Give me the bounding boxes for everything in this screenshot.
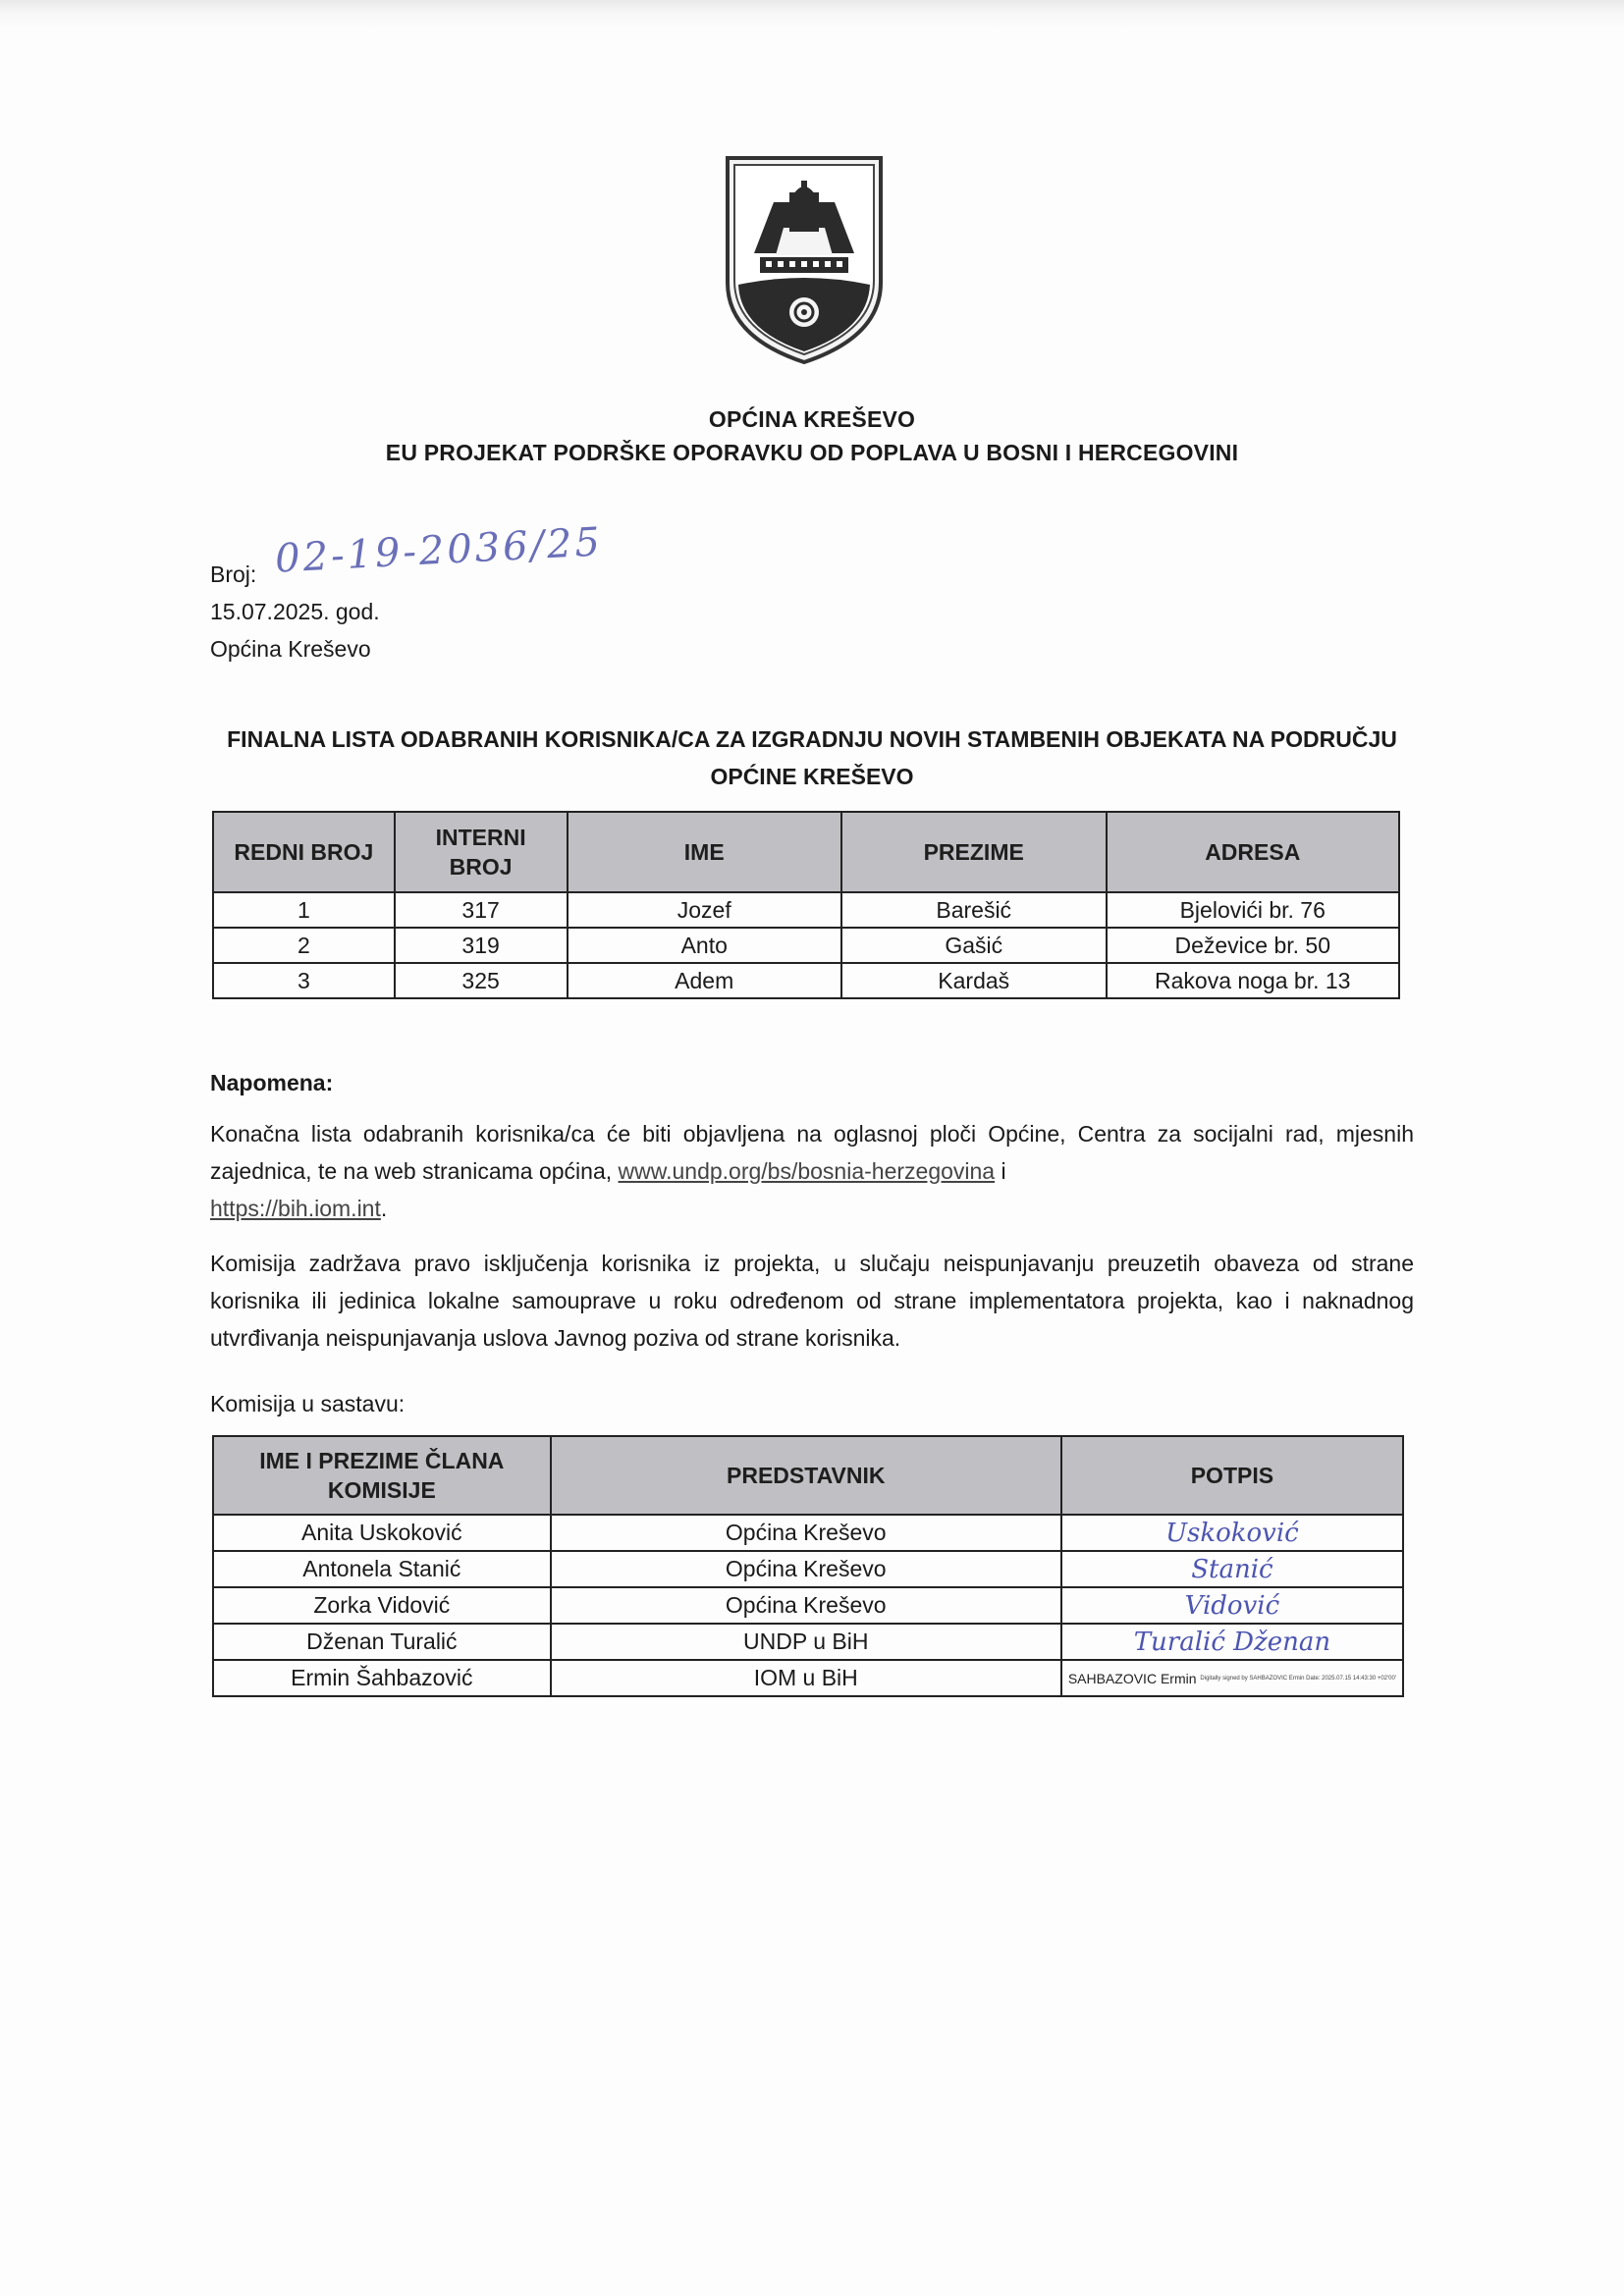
handwritten-signature: Uskoković: [1061, 1515, 1403, 1551]
table-row: [213, 963, 1399, 998]
column-header: ADRESA: [1107, 812, 1400, 892]
header-project: EU PROJEKAT PODRŠKE OPORAVKU OD POPLAVA U BOSNI I HERCEGOVINI: [385, 440, 1239, 465]
cell-organization: Općina Kreševo: [551, 1515, 1061, 1551]
table-row: [213, 1587, 1403, 1624]
digital-signature-name: SAHBAZOVIC Ermin: [1067, 1670, 1197, 1686]
cell-member-name: Ermin Šahbazović: [213, 1660, 551, 1696]
table-header-row: [213, 812, 1399, 892]
cell-member-name: Zorka Vidović: [213, 1587, 551, 1624]
table-header-row: [213, 1436, 1403, 1515]
note-label: Napomena:: [210, 1070, 334, 1095]
cell-redni-broj: 2: [213, 928, 395, 963]
column-header: IME I PREZIME ČLANA KOMISIJE: [213, 1436, 551, 1515]
header-municipality: OPĆINA KREŠEVO: [708, 406, 916, 432]
column-header: PREDSTAVNIK: [551, 1436, 1061, 1515]
column-header: PREZIME: [841, 812, 1107, 892]
cell-member-name: Antonela Stanić: [213, 1551, 551, 1587]
handwritten-signature: Turalić Dženan: [1061, 1624, 1403, 1660]
column-header: REDNI BROJ: [213, 812, 395, 892]
reference-number-handwritten: 02-19-2036/25: [274, 519, 604, 582]
document-place: Općina Kreševo: [210, 636, 371, 662]
cell-member-name: Anita Uskoković: [213, 1515, 551, 1551]
cell-ime: Jozef: [568, 892, 841, 928]
iom-link[interactable]: https://bih.iom.int: [210, 1196, 381, 1221]
table-row: [213, 928, 1399, 963]
digital-signature-note: Digitally signed by SAHBAZOVIC Ermin Date: 2025.07.15 14:43:30 +02'00': [1200, 1676, 1396, 1682]
beneficiaries-table: [212, 811, 1400, 999]
commission-intro: Komisija u sastavu:: [210, 1391, 406, 1416]
cell-organization: IOM u BiH: [551, 1660, 1061, 1696]
note-paragraph-publication: [210, 1115, 1414, 1227]
cell-organization: Općina Kreševo: [551, 1587, 1061, 1624]
column-header: POTPIS: [1061, 1436, 1403, 1515]
document-title: FINALNA LISTA ODABRANIH KORISNIKA/CA ZA IZGRADNJU NOVIH STAMBENIH OBJEKATA NA PODRUČJU OPĆINE KREŠEVO: [227, 726, 1397, 789]
cell-prezime: Gašić: [841, 928, 1107, 963]
table-row: [213, 1515, 1403, 1551]
handwritten-signature: Vidović: [1061, 1587, 1403, 1624]
cell-prezime: Kardaš: [841, 963, 1107, 998]
cell-redni-broj: 1: [213, 892, 395, 928]
cell-interni-broj: 317: [395, 892, 568, 928]
cell-adresa: Rakova noga br. 13: [1107, 963, 1400, 998]
document-date: 15.07.2025. god.: [210, 599, 380, 624]
table-row: [213, 1624, 1403, 1660]
cell-adresa: Bjelovići br. 76: [1107, 892, 1400, 928]
note-paragraph-exclusion: Komisija zadržava pravo isključenja korisnika iz projekta, u slučaju neispunjavanju preuzetih obaveza od strane korisnika ili jedinica lokalne samouprave u roku određenom od strane implementatora projekta, kao i naknadnog utvrđivanja neispunjavanja uslova Javnog poziva od strane korisnika.: [210, 1251, 1414, 1351]
cell-redni-broj: 3: [213, 963, 395, 998]
undp-link[interactable]: www.undp.org/bs/bosnia-herzegovina: [618, 1158, 996, 1184]
municipality-crest-icon: [725, 155, 884, 365]
cell-adresa: Deževice br. 50: [1107, 928, 1400, 963]
column-header: IME: [568, 812, 841, 892]
handwritten-signature: Stanić: [1061, 1551, 1403, 1587]
reference-label: Broj:: [210, 561, 257, 587]
digital-signature: [1061, 1660, 1403, 1696]
column-header: INTERNI BROJ: [395, 812, 568, 892]
table-row: [213, 1660, 1403, 1696]
commission-table: [212, 1435, 1404, 1697]
table-row: [213, 1551, 1403, 1587]
table-row: [213, 892, 1399, 928]
cell-ime: Anto: [568, 928, 841, 963]
cell-prezime: Barešić: [841, 892, 1107, 928]
cell-organization: Općina Kreševo: [551, 1551, 1061, 1587]
cell-organization: UNDP u BiH: [551, 1624, 1061, 1660]
note-text: i: [995, 1158, 1006, 1184]
note-text: .: [380, 1196, 388, 1221]
cell-interni-broj: 319: [395, 928, 568, 963]
cell-ime: Adem: [568, 963, 841, 998]
note-text: Konačna lista odabranih korisnika/ca će biti objavljena na oglasnoj ploči Općine, Centra za socijalni rad, mjesnih zajednica, te na web stranicama općina,: [210, 1121, 1414, 1184]
cell-member-name: Dženan Turalić: [213, 1624, 551, 1660]
cell-interni-broj: 325: [395, 963, 568, 998]
